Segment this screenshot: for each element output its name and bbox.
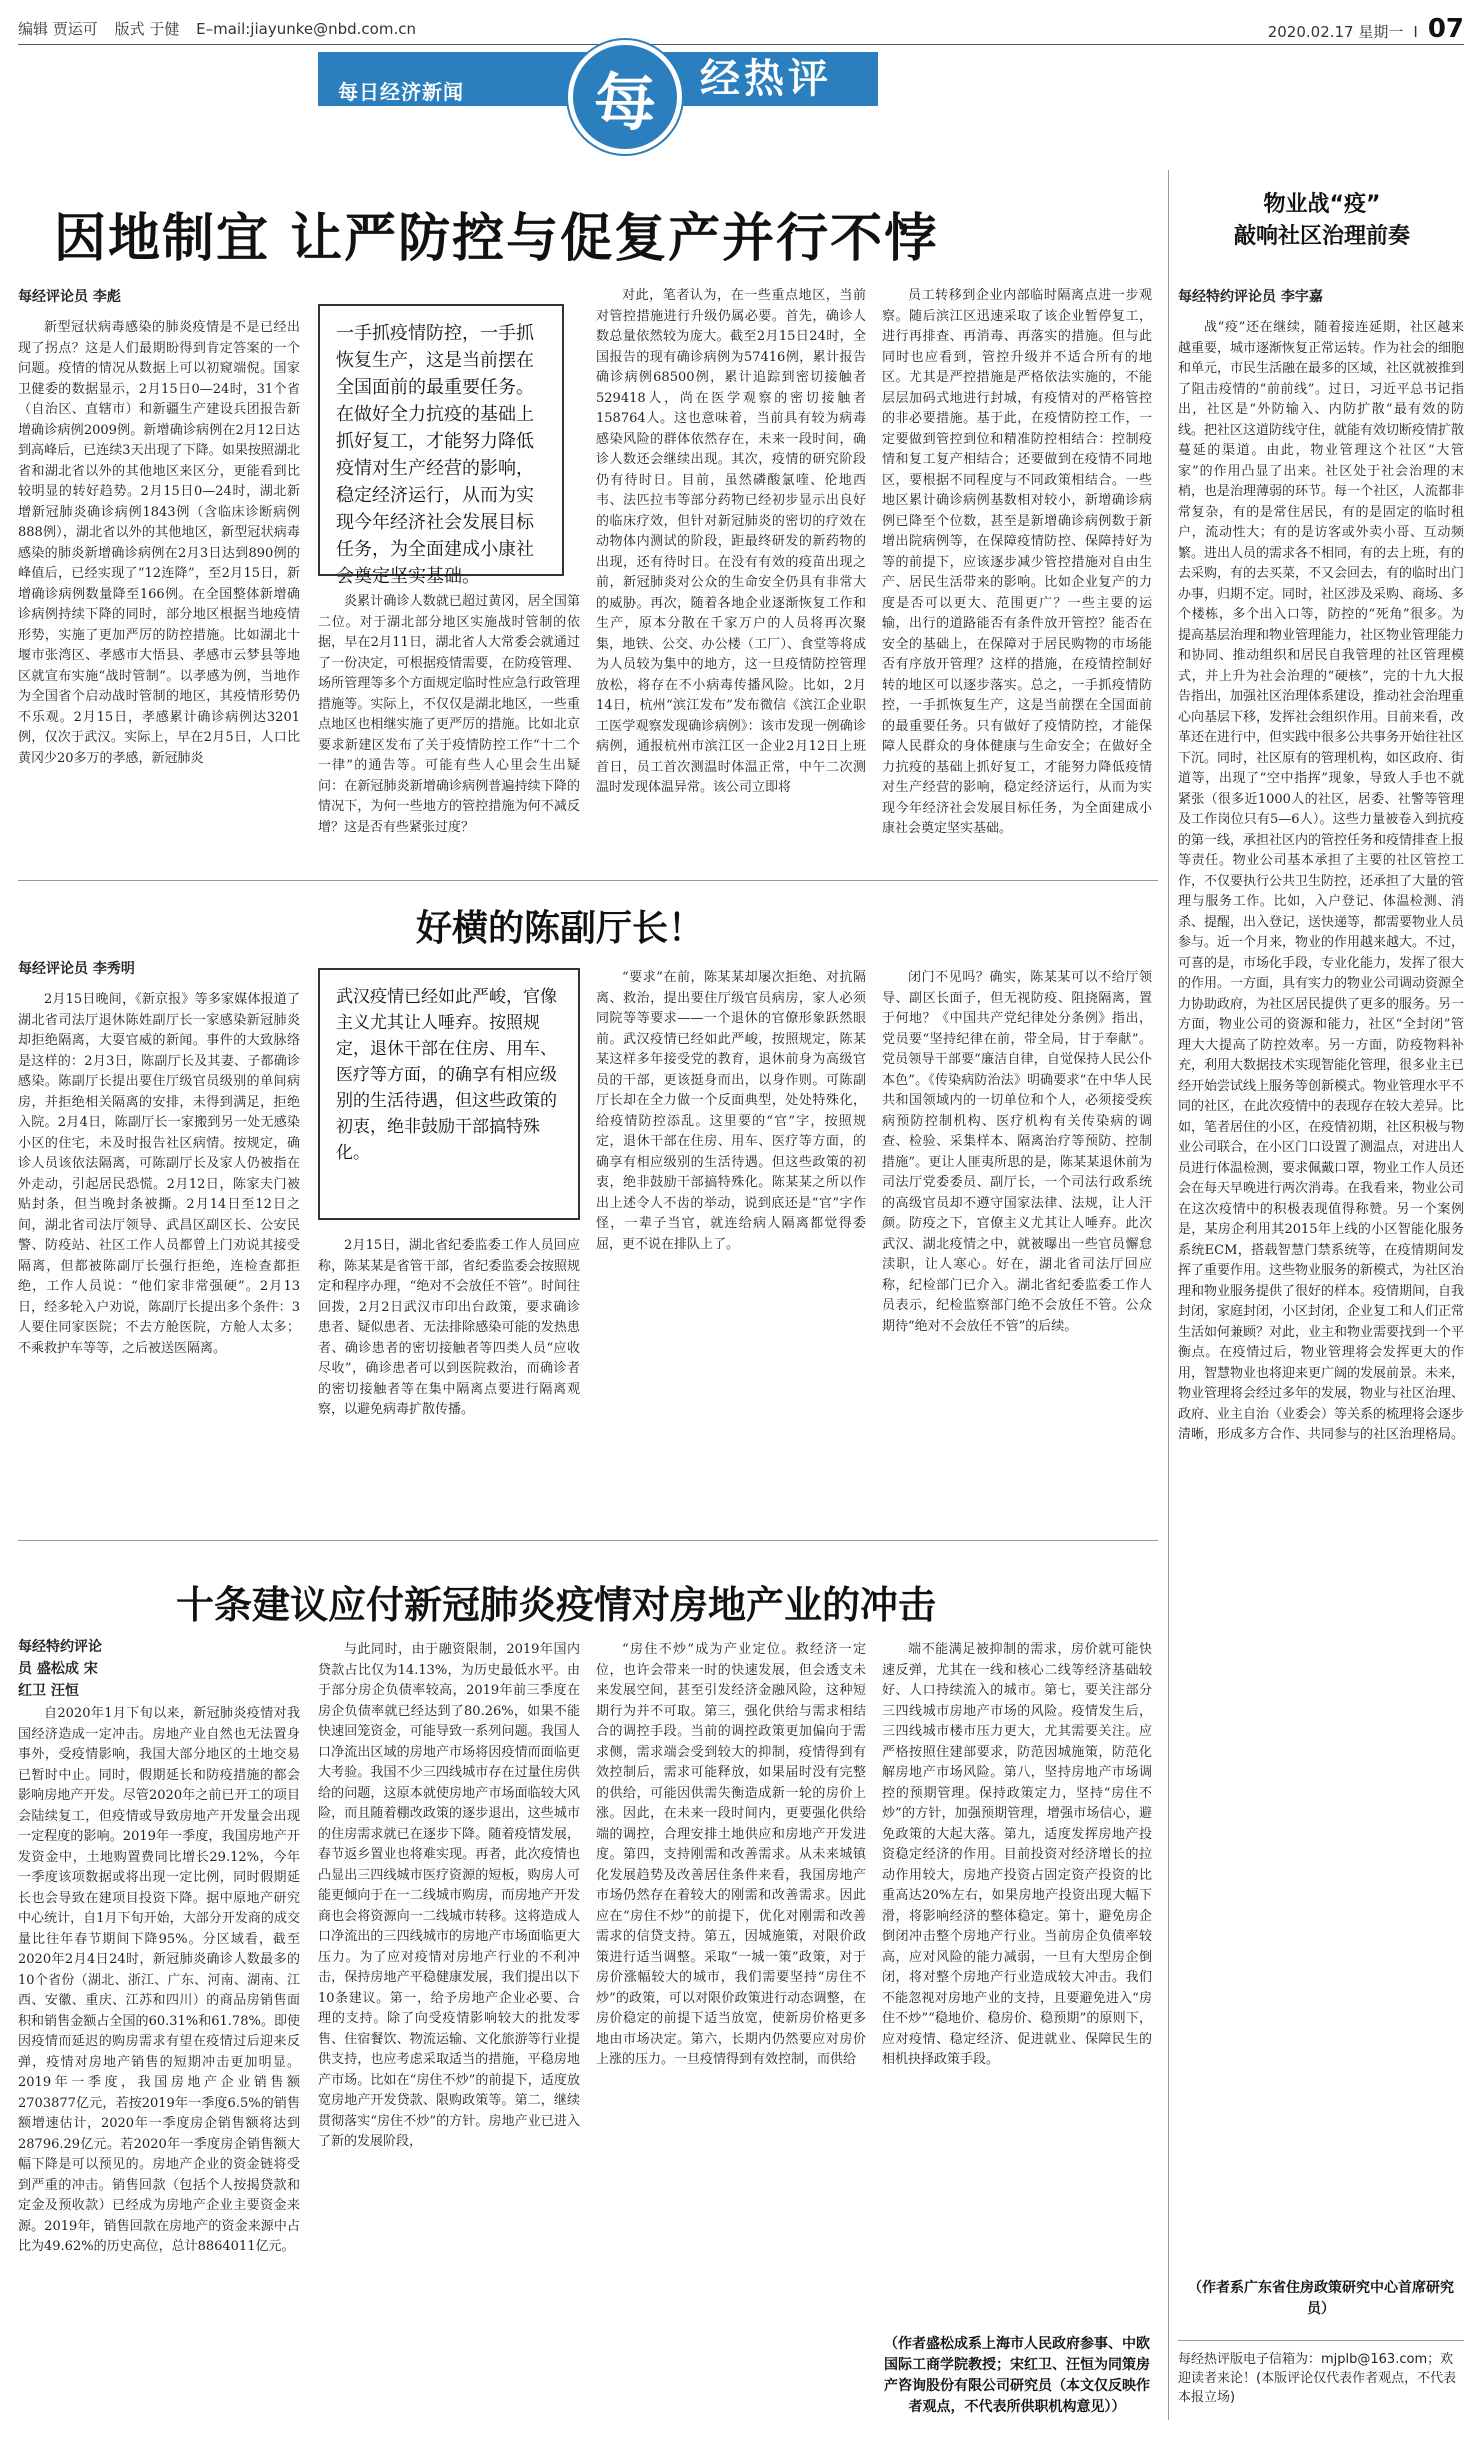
article3-column-2 [318, 1640, 580, 2420]
sidebar-footnote: 每经热评版电子信箱为：mjplb@163.com；欢迎读者来论！(本版评论仅代表作者观点，不代表本报立场) [1178, 2352, 1457, 2405]
sidebar-footnote-rule [1178, 2340, 1464, 2341]
article3-col4-text: 端不能满足被抑制的需求，房价就可能快速反弹，尤其在一线和核心二线等经济基础较好、人口持续流入的城市。第七，要关注部分三四线城市房地产市场的风险。疫情发生后，三四线城市楼市压力更大，尤其需要关注。应严格按照住建部要求，防范因城施策，防范化解房地产市场风险。第八，坚持房地产市场调控的预期管理。保持政策定力，坚持“房住不炒”的方针，加强预期管理，增强市场信心，避免政策的大起大落。第九，适度发挥房地产投资稳定经济的作用。目前投资对经济增长的拉动作用较大，房地产投资占固定资产投资的比重高达20%左右，如果房地产投资出现大幅下滑，将影响经济的整体稳定。第十，避免房企倒闭冲击整个房地产行业。当前房企负债率较高，应对风险的能力减弱，一旦有大型房企倒闭，将对整个房地产行业造成较大冲击。我们不能忽视对房地产业的支持，且要避免进入“房住不炒”“稳地价、稳房价、稳预期”的原则下，应对疫情、稳定经济、促进就业、保障民生的相机抉择政策手段。 [882, 1642, 1152, 2067]
article2-column-2 [318, 1236, 580, 1520]
editor-credit: 编辑 贾运可 [18, 20, 98, 38]
page-header [18, 14, 1464, 44]
article3-byline: 每经特约评论员 盛松成 宋红卫 汪恒 [18, 1639, 102, 1699]
article2-pull-quote [318, 968, 580, 1220]
article1-pull-quote-text: 一手抓疫情防控，一手抓恢复生产，这是当前摆在全国面前的最重要任务。在做好全力抗疫的基础上抓好复工，才能努力降低疫情对生产经营的影响，稳定经济运行，从而为实现今年经济社会发展目标任务，为全面建成小康社会奠定坚实基础。 [336, 323, 534, 587]
article-divider-1 [18, 880, 1158, 881]
article1-col2-text: 炎累计确诊人数就已超过黄冈，居全国第二位。对于湖北部分地区实施战时管制的依据，早在2月11日，湖北省人大常委会就通过了一份决定，可根据疫情需要，在防疫管理、场所管理等多个方面规定临时性应急行政管理措施等。实际上，不仅仅是湖北地区，一些重点地区也相继实施了更严厉的措施。比如北京要求新建区发布了关于疫情防控工作“十二个一律”的通告等。可能有些人心里会生出疑问：在新冠肺炎新增确诊病例普遍持续下降的情况下，为何一些地方的管控措施为何不减反增？这是否有些紧张过度？ [318, 594, 580, 835]
header-rule [18, 44, 1464, 45]
sidebar-body [1178, 318, 1464, 2268]
article1-column-4 [882, 286, 1152, 866]
article2-col3-text: “要求”在前，陈某某却屡次拒绝、对抗隔离、救治，提出要住厅级官员病房，家人必须同院等等要求——一个退休的官僚形象跃然眼前。武汉疫情已经如此严峻，按照规定，陈某某这样多年接受党的教育，退休前身为高级官员的干部，更该挺身而出，以身作则。可陈副厅长却在全力做一个反面典型，处处特殊化，给疫情防控添乱。这里要的“官”字，按照规定，退休干部在住房、用车、医疗等方面，的确享有相应级别的生活待遇。但这些政策的初衷，绝非鼓励干部搞特殊化。陈某某之所以作出上述令人不齿的举动，说到底还是“官”字作怪，一辈子当官，就连给病人隔离都觉得委屈，更不说在排队上了。 [596, 970, 866, 1252]
article2-column-4 [882, 968, 1152, 1520]
section-title: 经热评 [700, 56, 832, 102]
page-number: 07 [1427, 14, 1464, 44]
article1-column-2 [318, 592, 580, 866]
article1-col4-text: 员工转移到企业内部临时隔离点进一步观察。随后滨江区迅速采取了该企业暂停复工，进行再排查、再消毒、再落实的措施。但与此同时也应看到，管控升级并不适合所有的地区。尤其是严控措施是严格依法实施的，不能层层加码式地进行封城，有疫情对的严格管控的非必要措施。基于此，在疫情防控工作，一定要做到管控到位和精准防控相结合：控制疫情和复工复产相结合；还要做到在疫情不同地区，要根据不同程度与不同政策相结合。一些地区累计确诊病例基数相对较小，新增确诊病例已降至个位数，甚至是新增确诊病例数于新增出院病例等，在保障疫情防控、保障持好为等的前提下，应该逐步减少管控措施对自由生产、居民生活带来的影响。比如企业复产的力度是否可以更大、范围更广？一些主要的运输，出行的道路能否有条件放开管控？能否在安全的基础上，在保障对于居民购物的市场能否有序放开管理？这样的措施，在疫情控制好转的地区可以逐步落实。总之，一手抓疫情防控，一手抓恢复生产，这是当前摆在全国面前的最重要任务。只有做好了疫情防控，才能保障人民群众的身体健康与生命安全；在做好全力抗疫的基础上抓好复工，才能努力降低疫情对生产经营的影响，稳定经济运行，从而为实现今年经济社会发展目标任务，为全面建成小康社会奠定坚实基础。 [882, 288, 1152, 836]
article1-headline: 因地制宜 让严防控与促复产并行不悖 [54, 209, 939, 269]
article2-pull-quote-text: 武汉疫情已经如此严峻，官像主义尤其让人唾弃。按照规定，退休干部在住房、用车、医疗等方面，的确享有相应级别的生活待遇，但这些政策的初衷，绝非鼓励干部搞特殊化。 [336, 987, 557, 1163]
article2-column-1 [18, 990, 300, 1520]
issue-date: 2020.02.17 星期一 [1267, 23, 1404, 41]
article3-col2-text: 与此同时，由于融资限制，2019年国内贷款占比仅为14.13%，为历史最低水平。由于部分房企负债率较高，2019年前三季度在房企负债率就已经达到了80.26%，如果不能快速回笼资金，可能导致一系列问题。我国人口净流出区域的房地产市场将因疫情而面临更大考验。我国不少三四线城市存在过量住房供给的问题，这原本就使房地产市场面临较大风险，而且随着棚改政策的逐步退出，这些城市的住房需求就已在逐步下降。随着疫情发展，春节返乡置业也将难实现。再者，此次疫情也凸显出三四线城市医疗资源的短板，购房人可能更倾向于在一二线城市购房，而房地产开发商也会将资源向一二线城市转移。这将造成人口净流出的三四线城市的房地产市场面临更大压力。为了应对疫情对房地产行业的不利冲击，保持房地产平稳健康发展，我们提出以下10条建议。第一，给予房地产企业必要、合理的支持。除了向受疫情影响较大的批发零售、住宿餐饮、物流运输、文化旅游等行业提供支持，也应考虑采取适当的措施，平稳房地产市场。比如在“房住不炒”的前提下，适度放宽房地产开发贷款、限购政策等。第二，继续贯彻落实“房住不炒”的方针。房地产业已进入了新的发展阶段， [318, 1642, 580, 2149]
article3-headline: 十条建议应付新冠肺炎疫情对房地产业的冲击 [176, 1583, 937, 1627]
sidebar-headline-2: 敲响社区治理前奏 [1233, 224, 1410, 249]
article3-col1-text: 自2020年1月下旬以来，新冠肺炎疫情对我国经济造成一定冲击。房地产业自然也无法置身事外，受疫情影响，我国大部分地区的土地交易已暂时中止。同时，假期延长和防疫措施的都会影响房地产开发。尽管2020年之前已开工的项目会陆续复工，但疫情或导致房地产开发量会出现一定程度的影响。2019年一季度，我国房地产开发资金中，土地购置费同比增长29.12%，今年一季度该项数据或将出现一定比例，同时假期延长也会导致在建项目投资下降。据中原地产研究中心统计，自1月下旬开始，大部分开发商的成交量比往年春节期间下降95%。分区域看，截至2020年2月4日24时，新冠肺炎确诊人数最多的10个省份（湖北、浙江、广东、河南、湖南、江西、安徽、重庆、江苏和四川）的商品房销售面积和销售金额占全国的60.31%和61.78%。即使因疫情而延迟的购房需求有望在疫情过后迎来反弹，疫情对房地产销售的短期冲击更加明显。2019年一季度，我国房地产企业销售额2703877亿元，若按2019年一季度6.5%的销售额增速估计，2020年一季度房企销售额将达到28796.29亿元。若2020年一季度房企销售额大幅下降是可以预见的。房地产企业的资金链将受到严重的冲击。销售回款（包括个人按揭贷款和定金及预收款）已经成为房地产企业主要资金来源。2019年，销售回款在房地产的资金来源中占比为49.62%的历史高位，总计8864011亿元。 [18, 1706, 300, 2254]
sidebar-byline: 每经特约评论员 李宇嘉 [1178, 289, 1323, 305]
article1-byline: 每经评论员 李彪 [18, 289, 121, 305]
article1-pull-quote [318, 304, 564, 587]
article1-column-3 [596, 286, 866, 866]
brand-logo: 每 [568, 40, 682, 154]
header-date-page [1268, 14, 1464, 44]
article3-author-credit: （作者盛松成系上海市人民政府参事、中欧国际工商学院教授；宋红卫、汪恒为同策房产咨询股份有限公司研究员（本文仅反映作者观点，不代表所供职机构意见）） [884, 2336, 1150, 2415]
article1-col1-text: 新型冠状病毒感染的肺炎疫情是不是已经出现了拐点？这是人们最期盼得到肯定答案的一个问题。疫情的情况从数据上可以初窥端倪。国家卫健委的数据显示，2月15日0—24时，31个省（自治区、直辖市）和新疆生产建设兵团报告新增确诊病例2009例。新增确诊病例在2月12日达到高峰后，已连续3天出现了下降。如果按照湖北省和湖北省以外的其他地区来区分，更能看到比较明显的转好趋势。2月15日0—24时，湖北新增新冠肺炎确诊病例1843例（含临床诊断病例888例），湖北省以外的其他地区，新型冠状病毒感染的肺炎新增确诊病例在2月3日达到890例的峰值后，已经实现了“12连降”，至2月15日，新增确诊病例数量降至166例。在全国整体新增确诊病例持续下降的同时，部分地区根据当地疫情形势，实施了更加严厉的防控措施。比如湖北十堰市张湾区、孝感市大悟县、孝感市云梦县等地区就宣布实施“战时管制”。以孝感为例，当地作为全国省个启动战时管制的地区，其疫情形势仍不乐观。2月15日，孝感累计确诊病例达3201例，仅次于武汉。实际上，早在2月5日，人口比黄冈少20多万的孝感，新冠肺炎 [18, 320, 300, 766]
article2-col4-text: 闭门不见吗？确实，陈某某可以不给厅领导、副区长面子，但无视防疫、阻挠隔离，置于何地？《中国共产党纪律处分条例》指出，党员要“坚持纪律在前，带全局，甘于奉献”。党员领导干部要“廉洁自律，自觉保持人民公仆本色”。《传染病防治法》明确要求“在中华人民共和国领域内的一切单位和个人，必须接受疾病预防控制机构、医疗机构有关传染病的调查、检验、采集样本、隔离治疗等预防、控制措施”。更让人匪夷所思的是，陈某某退休前为司法厅党委委员、副厅长，一个司法行政系统的高级官员却不遵守国家法律、法规，让人汗颜。防疫之下，官僚主义尤其让人唾弃。此次武汉、湖北疫情之中，就被曝出一些官员懈怠渎职，让人寒心。好在，湖北省司法厅回应称，纪检部门已介入。湖北省纪委监委工作人员表示，纪检监察部门绝不会放任不管。公众期待“绝对不会放任不管”的后续。 [882, 970, 1152, 1334]
paper-name: 每日经济新闻 [338, 80, 464, 104]
article-divider-2 [18, 1540, 1158, 1541]
sidebar-headline-1: 物业战“疫” [1263, 192, 1381, 217]
article3-col3-text: “房住不炒”成为产业定位。救经济一定位，也许会带来一时的快速发展，但会透支未来发展空间，甚至引发经济金融风险，这种短期行为并不可取。第三，强化供给与需求相结合的调控手段。当前的调控政策更加偏向于需求侧，需求端会受到较大的抑制，疫情得到有效控制后，需求可能释放，如果届时没有完整的供给，可能因供需失衡造成新一轮的房价上涨。因此，在未来一段时间内，更要强化供给端的调控，合理安排土地供应和房地产开发进度。第四，支持刚需和改善需求。从未来城镇化发展趋势及改善居住条件来看，我国房地产市场仍然存在着较大的刚需和改善需求。因此应在“房住不炒”的前提下，优化对刚需和改善需求的信贷支持。第五，因城施策，对限价政策进行适当调整。采取“一城一策”政策，对于房价涨幅较大的城市，我们需要坚持“房住不炒”的政策，可以对限价政策进行动态调整，在房价稳定的前提下适当放宽，使新房价格更多地由市场决定。第六，长期内仍然要应对房价上涨的压力。一旦疫情得到有效控制，而供给 [596, 1642, 866, 2067]
email-credit: E–mail:jiayunke@nbd.com.cn [196, 20, 416, 38]
article1-column-1 [18, 318, 300, 866]
header-separator: I [1413, 23, 1418, 41]
header-credits [18, 18, 428, 39]
article2-col1-text: 2月15日晚间，《新京报》等多家媒体报道了湖北省司法厅退休陈姓副厅长一家感染新冠肺炎却拒绝隔离，大耍官威的新闻。事件的大致脉络是这样的：2月3日，陈副厅长及其妻、子都确诊感染。陈副厅长提出要住厅级官员级别的单间病房，并拒绝相关隔离的安排，未得到满足，拒绝入院。2月4日，陈副厅长一家搬到另一处无感染小区的住宅，未及时报告社区病情。按规定，确诊人员该依法隔离，可陈副厅长及家人仍被指在外走动，引起居民恐慌。2月12日，陈家夫门被贴封条，但当晚封条被撕。2月14日至12日之间，湖北省司法厅领导、武昌区副区长、公安民警、防疫站、社区工作人员都曾上门劝说其接受隔离，但都被陈副厅长强行拒绝，连检查都拒绝，工作人员说：“他们家非常强硬”。2月13日，经多轮入户劝说，陈副厅长提出多个条件：3人要住同家医院；不去方舱医院，方舱人太多；不乘救护车等等，之后被送医隔离。 [18, 992, 300, 1356]
sidebar-author-credit: （作者系广东省住房政策研究中心首席研究员） [1188, 2280, 1454, 2317]
article3-column-4 [882, 1640, 1152, 2324]
article2-col2-text: 2月15日，湖北省纪委监委工作人员回应称，陈某某是省管干部，省纪委监委会按照规定和程序办理，“绝对不会放任不管”。时间往回拨，2月2日武汉市印出台政策，要求确诊患者、疑似患者、无法排除感染可能的发热患者、确诊患者的密切接触者等四类人员“应收尽收”，确诊患者可以到医院救治，而确诊者的密切接触者等在集中隔离点要进行隔离观察，以避免病毒扩散传播。 [318, 1238, 580, 1417]
article1-col3-text: 对此，笔者认为，在一些重点地区，当前对管控措施进行升级仍属必要。首先，确诊人数总量依然较为庞大。截至2月15日24时，全国报告的现有确诊病例为57416例，累计报告确诊病例68500例，累计追踪到密切接触者529418人，尚在医学观察的密切接触者158764人。这也意味着，当前具有较为病毒感染风险的群体依然存在，未来一段时间，确诊人数还会继续出现。其次，疫情的研究阶段仍有待时日。目前，虽然磷酸氯喹、伦地西韦、法匹拉韦等部分药物已经初步显示出良好的临床疗效，但针对新冠肺炎的密切的疗效在动物体内测试的阶段，距最终研发的新药物的出现，还有待时日。在没有有效的疫苗出现之前，新冠肺炎对公众的生命安全仍具有非常大的威胁。再次，随着各地企业逐渐恢复工作和生产，原本分散在千家万户的人员将再次聚集，地铁、公交、办公楼（工厂）、食堂等将成为人员较为集中的地方，这一旦疫情防控管理放松，将存在不小病毒传播风险。比如，2月14日，杭州“滨江发布”发布微信《滨江企业职工医学观察发现确诊病例》：该市发现一例确诊病例，通报杭州市滨江区一企业2月12日上班首日，员工首次测温时体温正常，中午二次测温时发现体温异常。该公司立即将 [596, 288, 866, 795]
article2-column-3 [596, 968, 866, 1520]
article3-column-1 [18, 1704, 300, 2420]
sidebar-body-text: 战“疫”还在继续，随着接连延期，社区越来越重要，城市逐渐恢复正常运转。作为社会的细胞和单元，市民生活融在最多的区域，社区就被推到了阻击疫情的“前前线”。过日，习近平总书记指出，社区是“外防输入、内防扩散”最有效的防线。把社区这道防线守住，就能有效切断疫情扩散蔓延的渠道。由此，物业管理这个社区“大管家”的作用凸显了出来。社区处于社会治理的末梢，也是治理薄弱的环节。每一个社区，人流都非常复杂，有的是常住居民，有的是固定的临时租户，流动性大；有的是访客或外卖小哥、互动频繁。进出人员的需求各不相同，有的去上班，有的去采购，有的去买菜，不又会回去，有的临时出门办事，归期不定。同时，社区涉及采购、商场、多个楼栋，多个出入口等，防控的“死角”很多。为提高基层治理和物业管理能力，社区物业管理能力和协同、推动组织和居民自我管理的社区管理模式，并上升为社会治理的“硬核”，完的十九大报告指出，加强社区治理体系建设，推动社会治理重心向基层下移，发挥社会组织作用。目前来看，改革还在进行中，但实践中很多公共事务开始往社区下沉。同时，社区原有的管理机构，如区政府、街道等，出现了“空中指挥”现象，导致人手也不就紧张（很多近1000人的社区，居委、社警等管理及工作岗位只有5—6人）。这些力量被卷入到抗疫的第一线，承担社区内的管控任务和疫情排查上报等责任。物业公司基本承担了主要的社区管控工作，不仅要执行公共卫生防控，还承担了大量的管理与服务工作。比如，入户登记、体温检测、消杀、提醒，出入登记，送快递等，都需要物业人员参与。近一个月来，物业的作用越来越大。不过，可喜的是，市场化手段，专业化能力，发挥了很大的作用。一方面，具有实力的物业公司调动资源全力协助政府，为社区居民提供了更多的服务。另一方面，物业公司的资源和能力，社区“全封闭”管理大大提高了防控效率。另一方面，防疫物料补充，利用大数据技术实现智能化管理，很多业主已经开始尝试线上服务等创新模式。物业管理水平不同的社区，在此次疫情中的表现存在较大差异。比如，笔者居住的小区，在疫情初期，社区积极与物业公司联合，在小区门口设置了测温点，对进出人员进行体温检测，要求佩戴口罩，物业工作人员还会在每天早晚进行两次消毒。在我看来，物业公司在这次疫情中的积极表现值得称赞。另一个案例是，某房企利用其2015年上线的小区智能化服务系统ECM，搭载智慧门禁系统等，在疫情期间发挥了重要作用。这些物业服务的新模式，为社区治理和物业服务提供了很好的样本。疫情期间，自我封闭，家庭封闭，小区封闭，企业复工和人们正常生活如何兼顾？对此，业主和物业需要找到一个平衡点。在疫情过后，物业管理将会发挥更大的作用，智慧物业也将迎来更广阔的发展前景。未来，物业管理将会经过多年的发展，物业与社区治理、政府、业主自治（业委会）等关系的梳理将会逐步清晰，形成多方合作、共同参与的社区治理格局。 [1178, 320, 1464, 1442]
sidebar-divider [1168, 170, 1169, 2420]
article3-column-3 [596, 1640, 866, 2420]
layout-credit: 版式 于健 [114, 20, 180, 38]
article2-headline: 好横的陈副厅长！ [416, 908, 705, 949]
article2-byline: 每经评论员 李秀明 [18, 961, 135, 977]
